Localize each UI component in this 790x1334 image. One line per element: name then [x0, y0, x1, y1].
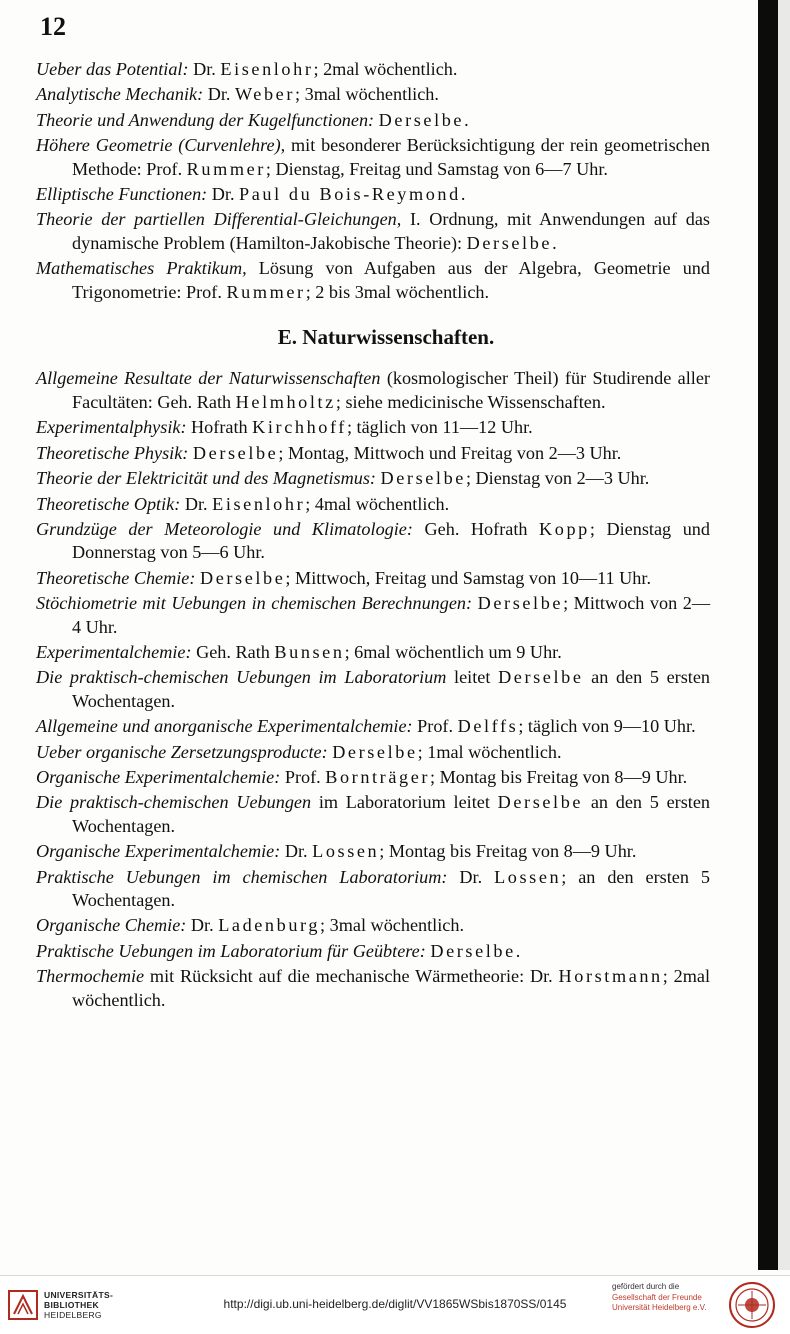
- lecturer-name: Derselbe: [378, 109, 465, 130]
- course-schedule: ; 4mal wöchentlich.: [305, 493, 450, 514]
- scan-edge-shadow: [758, 0, 778, 1270]
- course-title: Allgemeine und anorganische Experimentalchemie:: [36, 716, 413, 737]
- course-schedule: ; 6mal wöchentlich um 9 Uhr.: [344, 641, 562, 662]
- course-title: Die praktisch-chemischen Uebungen im Laboratorium: [36, 667, 447, 688]
- course-entry: [36, 134, 715, 181]
- course-details: im Laboratorium leitet: [311, 792, 498, 813]
- course-title: Stöchiometrie mit Uebungen in chemischen Berechnungen:: [36, 593, 473, 614]
- course-details: Dr.: [207, 184, 240, 205]
- lecturer-name: Bunsen: [274, 641, 345, 662]
- course-details: Dr.: [186, 915, 219, 936]
- course-schedule: ; 2 bis 3mal wöchentlich.: [305, 281, 490, 302]
- course-schedule: ; 2mal wöchentlich.: [72, 966, 711, 1010]
- course-title: Experimentalchemie:: [36, 641, 192, 662]
- course-schedule: ; Mittwoch, Freitag und Samstag von 10—11 Uhr.: [285, 567, 652, 588]
- course-schedule: ; 2mal wöchentlich.: [313, 59, 458, 79]
- lecturer-name: Ladenburg: [218, 915, 321, 936]
- course-entry: [36, 866, 710, 913]
- lecturer-name: Rummer: [186, 158, 266, 179]
- course-schedule: ; siehe medicinische Wissenschaften.: [335, 391, 606, 412]
- lecturer-name: Derselbe: [332, 741, 418, 762]
- course-title: Organische Chemie:: [36, 915, 187, 936]
- course-schedule: ; Montag bis Freitag von 8—9 Uhr.: [379, 841, 637, 862]
- lecturer-name: Delffs: [457, 716, 519, 737]
- course-schedule: an den 5 ersten Wochentagen.: [72, 667, 711, 711]
- course-title: Grundzüge der Meteorologie und Klimatologie:: [36, 518, 413, 539]
- course-details: Geh. Rath: [191, 641, 275, 662]
- course-schedule: ; Montag, Mittwoch und Freitag von 2—3 Uhr.: [278, 442, 622, 463]
- course-schedule: ; Montag bis Freitag von 8—9 Uhr.: [430, 766, 688, 787]
- course-entry: [36, 257, 715, 304]
- course-title: Organische Experimentalchemie:: [36, 766, 281, 787]
- course-schedule: an den 5 ersten Wochentagen.: [72, 792, 711, 836]
- lecturer-name: Horstmann: [558, 966, 663, 987]
- course-title: Experimentalphysik:: [36, 417, 187, 438]
- course-entry: [36, 367, 715, 414]
- course-entry: [36, 840, 710, 863]
- course-details: Dr.: [188, 59, 221, 79]
- course-details: Geh. Hofrath: [412, 518, 540, 539]
- course-entry: [36, 83, 710, 106]
- course-entry: [36, 183, 710, 206]
- course-entry: [36, 666, 710, 713]
- course-title: Praktische Uebungen im chemischen Laboratorium:: [36, 866, 448, 887]
- entries-before-section: [36, 58, 715, 304]
- course-schedule: ; täglich von 11—12 Uhr.: [346, 417, 533, 438]
- course-entry: [36, 493, 710, 516]
- course-title: Analytische Mechanik:: [36, 84, 204, 105]
- course-title: Allgemeine Resultate der Naturwissenschaften: [36, 368, 381, 389]
- lecturer-name: Eisenlohr: [220, 59, 314, 79]
- course-entry: [36, 58, 710, 81]
- course-entry: [36, 914, 710, 937]
- lecturer-name: Bornträger: [325, 766, 431, 787]
- course-details: Dr.: [447, 866, 495, 887]
- lecturer-name: Rummer: [226, 281, 306, 302]
- university-library-name: UNIVERSITÄTS- BIBLIOTHEK HEIDELBERG: [44, 1290, 114, 1320]
- permalink-url[interactable]: http://digi.ub.uni-heidelberg.de/diglit/VV1865WSbis1870SS/0145: [223, 1297, 567, 1311]
- course-title: Theoretische Chemie:: [36, 567, 196, 588]
- course-schedule: .: [552, 232, 557, 253]
- page-number: 12: [40, 12, 66, 41]
- course-schedule: ; Mittwoch von 2—4 Uhr.: [72, 593, 711, 637]
- course-title: Thermochemie: [36, 966, 145, 987]
- course-title: Elliptische Functionen:: [36, 184, 208, 205]
- course-entry: [36, 715, 710, 738]
- lecturer-name: Derselbe: [199, 567, 286, 588]
- lecturer-name: Derselbe: [498, 667, 584, 688]
- course-details: Dr.: [280, 841, 313, 862]
- lecturer-name: Derselbe: [497, 792, 584, 813]
- viewer-footer: [0, 1275, 790, 1334]
- course-title: Theoretische Optik:: [36, 493, 181, 514]
- course-entry: [36, 442, 710, 465]
- course-entry: [36, 467, 710, 490]
- course-details: Dr.: [180, 493, 213, 514]
- course-entry: [36, 109, 710, 132]
- course-title: Die praktisch-chemischen Uebungen: [36, 792, 312, 813]
- course-entry: [36, 208, 715, 255]
- lecturer-name: Eisenlohr: [212, 493, 306, 514]
- course-entry: [36, 592, 710, 639]
- course-entry: [36, 940, 710, 963]
- course-details: I. Ordnung, mit Anwendungen auf das dynamische Problem (Hamilton-Jakobische Theorie):: [72, 209, 715, 253]
- course-details: Prof.: [412, 716, 458, 737]
- course-entry: [36, 741, 710, 764]
- scan-edge-margin: [778, 0, 790, 1270]
- course-details: mit besonderer Berücksichtigung der rein geometrischen Methode: Prof.: [72, 135, 715, 179]
- course-schedule: ; an den ersten 5 Wochentagen.: [72, 866, 711, 910]
- lecturer-name: Lossen: [312, 841, 380, 862]
- course-schedule: .: [460, 184, 466, 205]
- course-title: Mathematisches Praktikum,: [36, 258, 247, 279]
- course-schedule: ; Dienstag, Freitag und Samstag von 6—7 Uhr.: [265, 158, 608, 179]
- course-title: Organische Experimentalchemie:: [36, 841, 281, 862]
- course-entry: [36, 416, 710, 439]
- course-details: Lösung von Aufgaben aus der Algebra, Geometrie und Trigonometrie: Prof.: [72, 258, 715, 302]
- lecturer-name: Kopp: [539, 518, 590, 539]
- course-entry: [36, 766, 710, 789]
- course-details: mit Rücksicht auf die mechanische Wärmetheorie: Dr.: [144, 966, 559, 987]
- course-title: Ueber das Potential:: [36, 59, 189, 79]
- course-entry: [36, 965, 710, 1012]
- course-schedule: ; 3mal wöchentlich.: [295, 84, 439, 105]
- lecturer-name: Kirchhoff: [252, 417, 347, 438]
- course-schedule: ; täglich von 9—10 Uhr.: [518, 716, 696, 737]
- lecturer-name: Lossen: [494, 866, 562, 887]
- sponsor-credit: gefördert durch die Gesellschaft der Freunde Universität Heidelberg e.V.: [612, 1282, 707, 1312]
- course-details: Dr.: [203, 84, 235, 105]
- page-text: [36, 58, 715, 1012]
- course-entry: [36, 641, 710, 664]
- lecturer-name: Derselbe: [477, 593, 564, 614]
- section-heading: E. Naturwissenschaften.: [277, 325, 495, 350]
- course-title: Praktische Uebungen im Laboratorium für Geübtere:: [36, 940, 426, 961]
- course-schedule: ; Dienstag und Donnerstag von 5—6 Uhr.: [72, 518, 710, 563]
- course-entry: [36, 791, 710, 838]
- course-title: Höhere Geometrie (Curvenlehre),: [36, 135, 286, 156]
- lecturer-name: Derselbe: [466, 232, 553, 253]
- course-title: Theoretische Physik:: [36, 442, 189, 463]
- lecturer-name: Weber: [234, 84, 295, 105]
- course-title: Theorie und Anwendung der Kugelfunctionen:: [36, 109, 375, 130]
- lecturer-name: Derselbe: [430, 940, 516, 961]
- course-title: Theorie der Elektricität und des Magnetismus:: [36, 468, 376, 489]
- course-schedule: ; Dienstag von 2—3 Uhr.: [465, 468, 650, 489]
- course-entry: [36, 567, 710, 590]
- course-entry: [36, 518, 710, 565]
- lecturer-name: Derselbe: [380, 468, 466, 489]
- course-schedule: .: [515, 940, 521, 961]
- course-schedule: ; 3mal wöchentlich.: [320, 915, 464, 936]
- course-title: Ueber organische Zersetzungsproducte:: [36, 741, 328, 762]
- course-details: leitet: [446, 667, 499, 688]
- university-seal-icon: [728, 1281, 776, 1329]
- course-details: Hofrath: [186, 417, 253, 438]
- course-schedule: ; 1mal wöchentlich.: [417, 741, 562, 762]
- course-title: Theorie der partiellen Differential-Gleichungen,: [36, 209, 402, 230]
- course-schedule: .: [464, 109, 469, 130]
- course-details: (kosmologischer Theil) für Studirende aller Facultäten: Geh. Rath: [72, 368, 715, 412]
- lecturer-name: Paul du Bois-Reymond: [239, 184, 461, 205]
- lecturer-name: Derselbe: [192, 442, 279, 463]
- entries-naturwissenschaften: [36, 367, 715, 1012]
- lecturer-name: Helmholtz: [235, 391, 336, 412]
- course-details: Prof.: [280, 766, 326, 787]
